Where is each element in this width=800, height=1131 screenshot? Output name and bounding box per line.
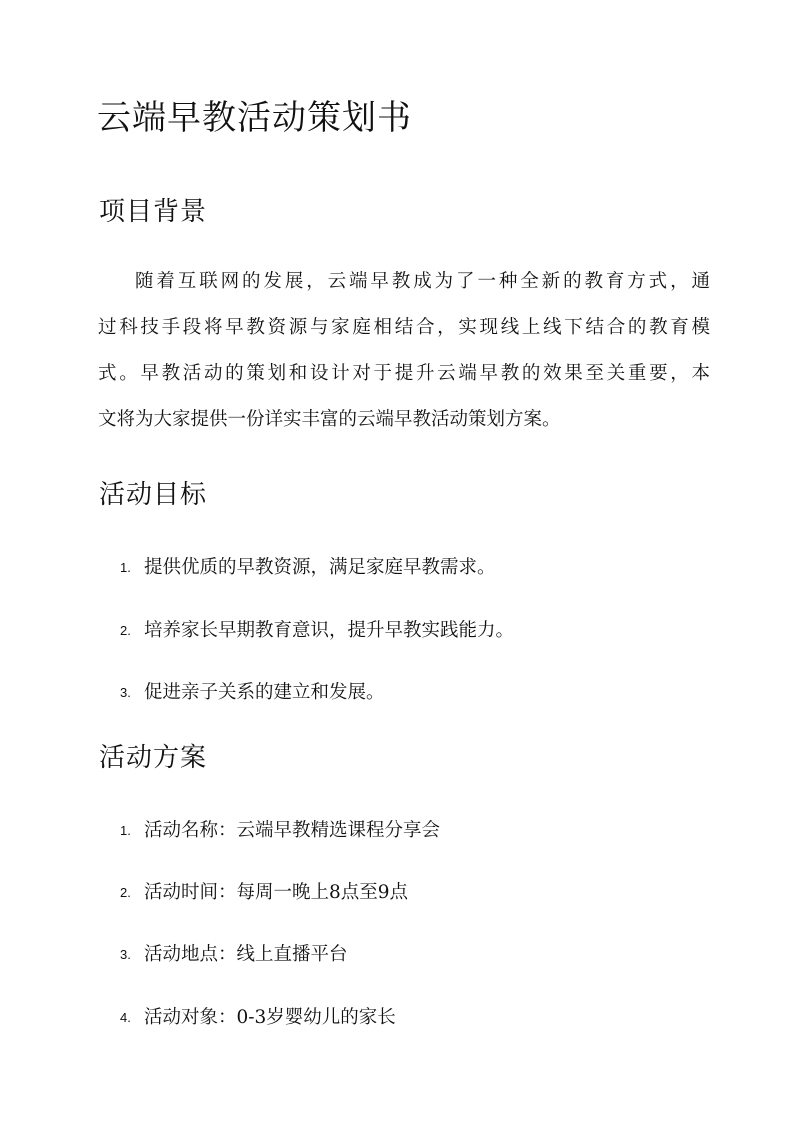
list-number: 2. [120, 885, 131, 900]
document-title: 云端早教活动策划书 [97, 98, 412, 138]
list-number: 1. [120, 560, 131, 575]
paragraph-line: 随着互联网的发展，云端早教成为了一种全新的教育方式，通 [135, 271, 710, 292]
section-heading-goals: 活动目标 [99, 480, 208, 510]
paragraph-line: 式。早教活动的策划和设计对于提升云端早教的效果至关重要，本 [98, 363, 710, 384]
list-text: 活动地点：线上直播平台 [144, 944, 348, 965]
section-heading-background: 项目背景 [99, 197, 208, 227]
list-number: 2. [120, 623, 131, 638]
list-text: 促进亲子关系的建立和发展。 [144, 682, 385, 703]
list-number: 1. [120, 823, 131, 838]
list-number: 3. [120, 947, 131, 962]
paragraph-line: 文将为大家提供一份详实丰富的云端早教活动策划方案。 [98, 409, 561, 430]
list-text: 活动时间：每周一晚上8点至9点 [144, 882, 409, 903]
list-number: 3. [120, 685, 131, 700]
list-text: 活动名称：云端早教精选课程分享会 [144, 820, 441, 841]
list-text: 提供优质的早教资源，满足家庭早教需求。 [144, 557, 496, 578]
paragraph-line: 过科技手段将早教资源与家庭相结合，实现线上线下结合的教育模 [98, 317, 710, 338]
background-paragraph [98, 259, 710, 443]
list-number: 4. [120, 1010, 131, 1025]
list-text: 活动对象：0-3岁婴幼儿的家长 [144, 1007, 396, 1028]
list-text: 培养家长早期教育意识，提升早教实践能力。 [144, 620, 515, 641]
section-heading-plan: 活动方案 [99, 743, 208, 773]
